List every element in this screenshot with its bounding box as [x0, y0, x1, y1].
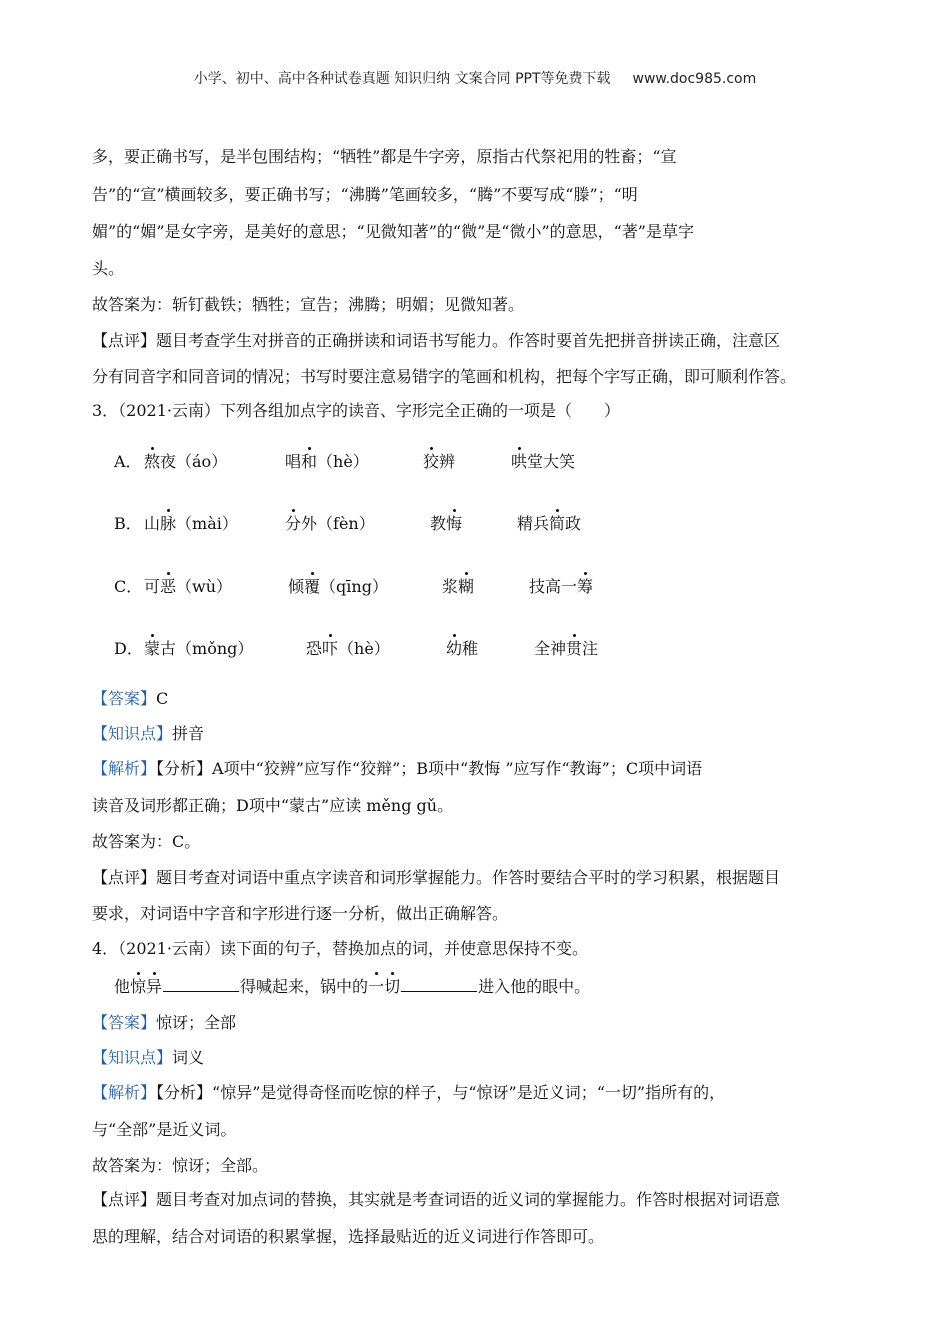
- q3-analysis: [92, 758, 702, 780]
- q3-c-word-2: 倾覆（qīng）: [288, 577, 388, 596]
- q4-analysis: [92, 1082, 725, 1104]
- prev-review-line-2: 分有同音字和同音词的情况；书写时要注意易错字的笔画和机构，把每个字写正确，即可顺利作答。: [92, 367, 797, 386]
- q3-b-word-4: 精兵简政: [517, 514, 582, 533]
- prev-review-text: 题目考查学生对拼音的正确拼读和词语书写能力。作答时要首先把拼音拼读正确，注意区: [156, 331, 781, 350]
- q3-review-tag: 【点评】: [92, 868, 157, 887]
- q3-review-text: 题目考查对词语中重点字读音和词形掌握能力。作答时要结合平时的学习积累，根据题目: [156, 868, 781, 887]
- q3-c-label: C．: [114, 577, 143, 596]
- q4-kp-value: 词义: [172, 1048, 205, 1067]
- q4-review-line-2: 思的理解，结合对词语的积累掌握，选择最贴近的近义词进行作答即可。: [92, 1227, 605, 1246]
- q3-answer-tag: 【答案】: [92, 689, 157, 708]
- q3-c-word-4: 技高一筹: [529, 577, 594, 596]
- prev-review: [92, 330, 780, 352]
- q3-stem: 3．（2021·云南）下列各组加点字的读音、字形完全正确的一项是（ ）: [92, 401, 620, 420]
- q3-b-word-2: 分外（fèn）: [285, 514, 375, 533]
- q4-blank-1[interactable]: [163, 975, 239, 992]
- q3-a-word-3: 狡辨: [423, 452, 456, 471]
- q4-analysis-tag: 【解析】: [92, 1083, 157, 1102]
- prev-line-2: 告”的“宣”横画较多，要正确书写；“沸腾”笔画较多，“腾”不要写成“滕”；“明: [92, 185, 638, 204]
- q3-analysis-tag: 【解析】: [92, 759, 157, 778]
- q3-kp-tag: 【知识点】: [92, 724, 173, 743]
- q3-d-label: D．: [114, 639, 143, 658]
- q3-d-word-1: 蒙古（mǒng）: [144, 639, 254, 658]
- q4-answer: [92, 1012, 236, 1034]
- q3-review-line-2: 要求，对词语中字音和字形进行逐一分析，做出正确解答。: [92, 904, 509, 923]
- prev-review-tag: 【点评】: [92, 331, 157, 350]
- q3-d-word-4: 全神贯注: [534, 639, 599, 658]
- prev-line-4: 头。: [92, 259, 125, 278]
- q4-review: [92, 1189, 780, 1211]
- q3-kp-value: 拼音: [172, 724, 205, 743]
- q3-c-word-3: 浆糊: [442, 577, 475, 596]
- q3-analysis-text: 【分析】A项中“狡辨”应写作“狡辩”；B项中“教悔 ”应写作“教诲”；C项中词语: [156, 759, 703, 778]
- q4-review-tag: 【点评】: [92, 1190, 157, 1209]
- q4-analysis-line-2: 与“全部”是近义词。: [92, 1120, 237, 1139]
- q4-answer-tag: 【答案】: [92, 1013, 157, 1032]
- q3-answer: [92, 688, 168, 710]
- q3-a-word-2: 唱和（hè）: [285, 452, 369, 471]
- q4-analysis-text: 【分析】“惊异”是觉得奇怪而吃惊的样子，与“惊讶”是近义词；“一切”指所有的，: [156, 1083, 726, 1102]
- q3-c-word-1: 可恶（wù）: [144, 577, 233, 596]
- q3-b-label: B．: [114, 514, 142, 533]
- q3-d-word-3: 幼稚: [446, 639, 479, 658]
- q3-b-word-1: 山脉（mài）: [144, 514, 238, 533]
- q4-final-answer: 故答案为：惊讶；全部。: [92, 1156, 269, 1175]
- q3-a-word-4: 哄堂大笑: [511, 452, 576, 471]
- prev-answer: 故答案为：斩钉截铁；牺牲；宣告；沸腾；明媚；见微知著。: [92, 295, 525, 314]
- q4-sentence: 他惊异 得喊起来，锅中的一切 进入他的眼中。: [114, 977, 591, 996]
- q3-knowledge-point: [92, 723, 204, 745]
- q4-knowledge-point: [92, 1047, 204, 1069]
- q3-answer-value: C: [156, 689, 169, 708]
- header-website: www.doc985.com: [632, 71, 757, 87]
- q4-blank-2[interactable]: [401, 975, 477, 992]
- header-left-text: 小学、初中、高中各种试卷真题 知识归纳 文案合同 PPT等免费下载: [193, 71, 611, 87]
- q3-final-answer: 故答案为：C。: [92, 832, 201, 851]
- q4-kp-tag: 【知识点】: [92, 1048, 173, 1067]
- page-header: [0, 68, 950, 88]
- q4-review-text: 题目考查对加点词的替换，其实就是考查词语的近义词的掌握能力。作答时根据对词语意: [156, 1190, 781, 1209]
- prev-line-3: 媚”的“媚”是女字旁，是美好的意思；“见微知著”的“微”是“微小”的意思，“著”是草字: [92, 222, 694, 241]
- q3-b-word-3: 教悔: [430, 514, 463, 533]
- q3-a-word-1: 熬夜（áo）: [144, 452, 228, 471]
- q3-analysis-line-2: 读音及词形都正确；D项中“蒙古”应读 měng gǔ。: [92, 796, 454, 815]
- prev-line-1: 多，要正确书写，是半包围结构；“牺牲”都是牛字旁，原指古代祭祀用的牲畜；“宣: [92, 147, 677, 166]
- q3-a-label: A．: [114, 452, 142, 471]
- q3-d-word-2: 恐吓（hè）: [306, 639, 390, 658]
- q3-review: [92, 867, 780, 889]
- q4-answer-value: 惊讶；全部: [156, 1013, 237, 1032]
- q4-stem: 4．（2021·云南）读下面的句子，替换加点的词，并使意思保持不变。: [92, 939, 588, 958]
